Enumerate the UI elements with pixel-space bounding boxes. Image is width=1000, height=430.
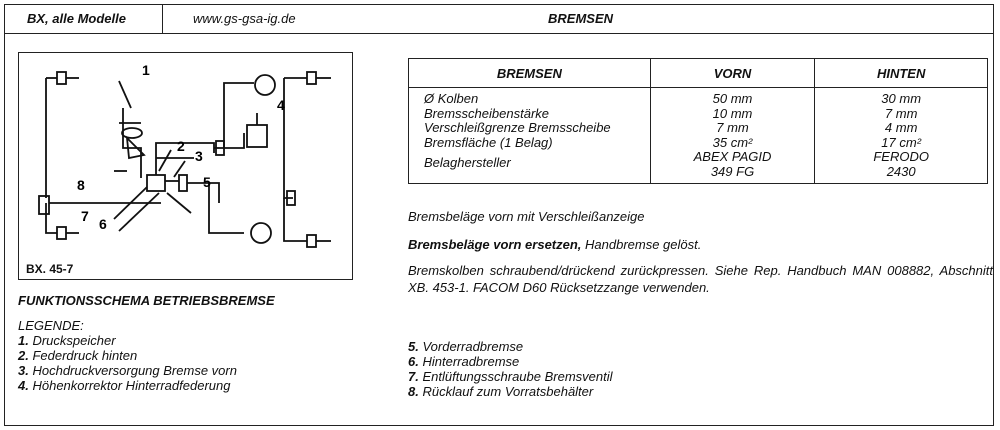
note-replace-pads: Bremsbeläge vorn ersetzen, Handbremse gelöst. (408, 237, 702, 252)
diagram-number-5: 5 (203, 174, 211, 190)
diagram-number-4: 4 (277, 97, 285, 113)
diagram-label: BX. 45-7 (26, 262, 74, 276)
legend-item: 1. Druckspeicher (18, 333, 116, 348)
diagram-number-8: 8 (77, 177, 85, 193)
brake-spec-table (408, 58, 988, 184)
legend-item: 2. Federdruck hinten (18, 348, 138, 363)
diagram-number-6: 6 (99, 216, 107, 232)
legend-item: 6. Hinterradbremse (408, 354, 520, 369)
legend-item: 3. Hochdruckversorgung Bremse vorn (18, 363, 237, 378)
legend-right (408, 339, 613, 399)
brake-schematic-drawing (19, 53, 351, 278)
table-header-row (409, 59, 988, 88)
table-rear-values: 30 mm 7 mm 4 mm 17 cm² FERODO 2430 (815, 88, 988, 184)
diagram-number-3: 3 (195, 148, 203, 164)
legend-item: 4. Höhenkorrektor Hinterradfederung (18, 378, 231, 393)
table-header: VORN (650, 59, 815, 88)
diagram-number-1: 1 (142, 62, 150, 78)
table-front-values: 50 mm 10 mm 7 mm 35 cm² ABEX PAGID 349 FG (650, 88, 815, 184)
diagram-number-2: 2 (177, 138, 185, 154)
model-label: BX, alle Modelle (5, 5, 163, 33)
table-row (409, 88, 988, 184)
note-wear-indicator: Bremsbeläge vorn mit Verschleißanzeige (408, 209, 645, 224)
header-bar (4, 4, 994, 34)
table-labels: Ø Kolben Bremsscheibenstärke Verschleißgrenze Bremsscheibe Bremsfläche (1 Belag) Belaghersteller (409, 88, 651, 184)
schematic-caption: FUNKTIONSSCHEMA BETRIEBSBREMSE (18, 293, 275, 308)
brake-schematic (18, 52, 353, 280)
table-header: BREMSEN (409, 59, 651, 88)
diagram-number-7: 7 (81, 208, 89, 224)
legend-left (18, 318, 237, 393)
legend-item: 7. Entlüftungsschraube Bremsventil (408, 369, 613, 384)
legend-item: 5. Vorderradbremse (408, 339, 524, 354)
section-title: BREMSEN (548, 11, 614, 26)
website-label: www.gs-gsa-ig.de (193, 11, 296, 26)
legend-title: LEGENDE: (18, 318, 84, 333)
legend-item: 8. Rücklauf zum Vorratsbehälter (408, 384, 594, 399)
table-header: HINTEN (815, 59, 988, 88)
note-piston-reset: Bremskolben schraubend/drückend zurückpressen. Siehe Rep. Handbuch MAN 008882, Abschnitt XB. 453-1. FACOM D60 Rücksetzzange verwenden. (408, 263, 993, 295)
